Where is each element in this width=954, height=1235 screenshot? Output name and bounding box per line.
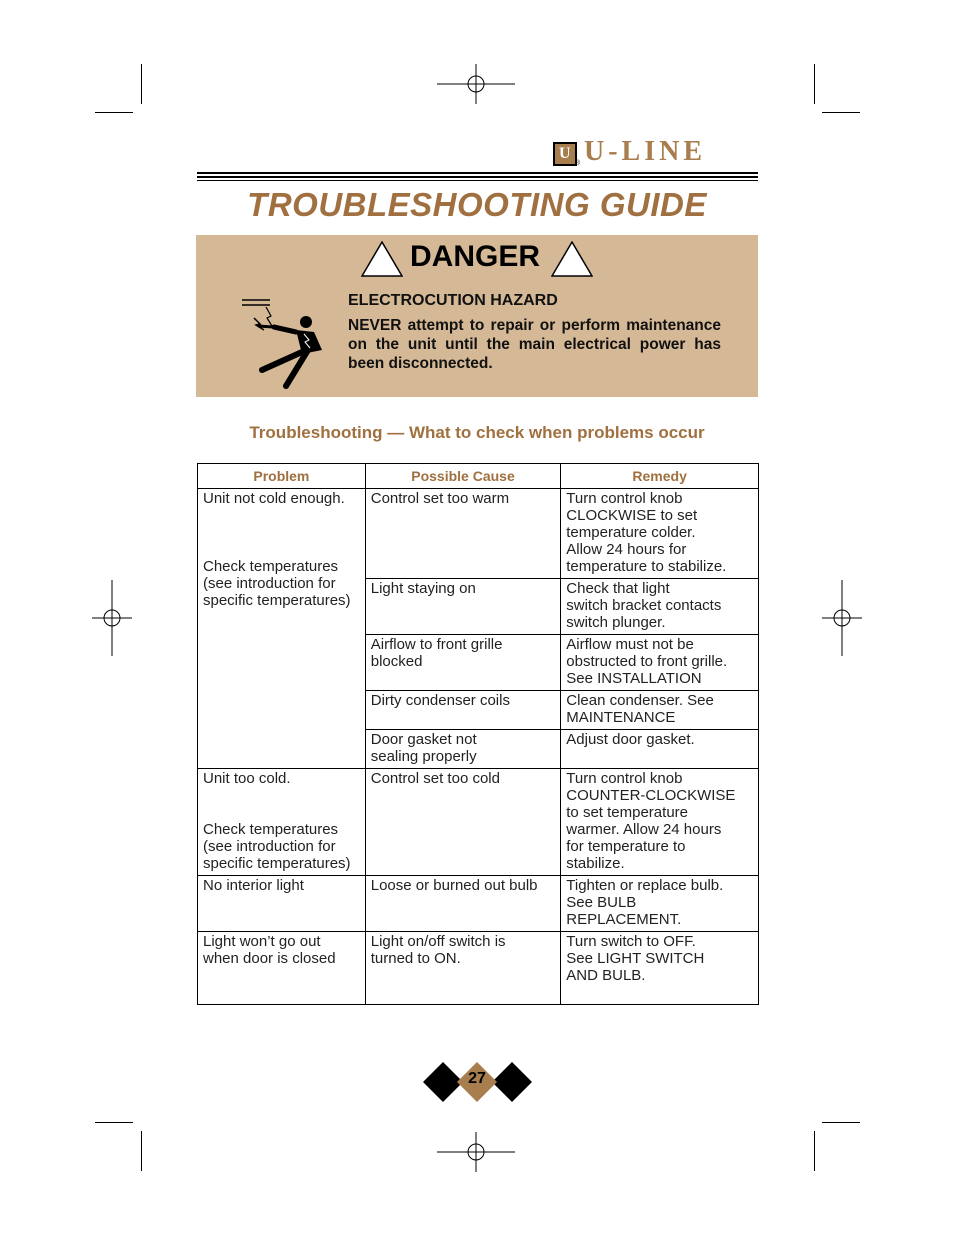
problem-cell xyxy=(198,932,366,1005)
cell-line: Airflow to front grille xyxy=(370,636,503,653)
hazard-text: NEVER attempt to repair or perform maintenance on the unit until the main electrical power has been disconnected. xyxy=(348,317,721,372)
page-title: TROUBLESHOOTING GUIDE xyxy=(247,186,707,223)
cell-line: stabilize. xyxy=(566,855,625,872)
table-row xyxy=(198,876,759,932)
crop-mark xyxy=(822,1122,860,1123)
column-header-cause: Possible Cause xyxy=(365,464,561,489)
cause-cell xyxy=(365,876,561,932)
registration-target-icon xyxy=(437,64,515,104)
remedy-cell xyxy=(561,769,759,876)
cause-cell xyxy=(365,489,561,579)
cell-line: Turn control knob xyxy=(566,490,683,507)
remedy-cell xyxy=(561,579,759,635)
header-rule xyxy=(197,180,758,181)
column-header-remedy: Remedy xyxy=(561,464,759,489)
brand-logo-mark: U xyxy=(553,142,577,166)
cause-cell xyxy=(365,579,561,635)
electrocution-hazard-icon xyxy=(238,294,338,390)
column-header-problem: Problem xyxy=(198,464,366,489)
remedy-cell xyxy=(561,635,759,691)
cell-line: warmer. Allow 24 hours xyxy=(566,821,722,838)
cell-line: specific temperatures) xyxy=(203,592,351,609)
problem-cell xyxy=(198,876,366,932)
cell-line: Clean condenser. See xyxy=(566,692,714,709)
cause-cell xyxy=(365,932,561,1005)
remedy-cell xyxy=(561,932,759,1005)
crop-mark xyxy=(814,1131,815,1171)
crop-mark xyxy=(822,112,860,113)
crop-mark xyxy=(141,64,142,104)
cell-line: switch bracket contacts xyxy=(566,597,722,614)
warning-triangle-icon xyxy=(551,241,593,277)
table-row xyxy=(198,769,759,876)
cell-line: CLOCKWISE to set xyxy=(566,507,698,524)
section-heading: Troubleshooting — What to check when problems occur xyxy=(249,423,705,442)
cell-line: to set temperature xyxy=(566,804,688,821)
cell-line: Check temperatures xyxy=(203,821,339,838)
cell-line: Tighten or replace bulb. xyxy=(566,877,724,894)
cell-line: (see introduction for xyxy=(203,838,336,855)
cell-line xyxy=(203,507,361,524)
table-row xyxy=(198,932,759,1005)
remedy-cell xyxy=(561,730,759,769)
cell-line xyxy=(203,787,361,804)
cell-line: turned to ON. xyxy=(370,950,461,967)
cell-line: Control set too warm xyxy=(370,490,510,507)
cell-line: Loose or burned out bulb xyxy=(370,877,538,894)
cell-line: sealing properly xyxy=(370,748,477,765)
crop-mark xyxy=(814,64,815,104)
cell-line: Unit not cold enough. xyxy=(203,490,345,507)
cause-cell xyxy=(365,769,561,876)
crop-mark xyxy=(141,1131,142,1171)
cell-line: Dirty condenser coils xyxy=(370,692,510,709)
crop-mark xyxy=(95,112,133,113)
page-number: 27 xyxy=(468,1070,486,1087)
cell-line: Turn control knob xyxy=(566,770,683,787)
cause-cell xyxy=(365,730,561,769)
cell-line: Unit too cold. xyxy=(203,770,291,787)
crop-mark xyxy=(95,1122,133,1123)
cell-line: MAINTENANCE xyxy=(566,709,676,726)
cell-line: Allow 24 hours for xyxy=(566,541,687,558)
problem-cell xyxy=(198,489,366,769)
remedy-cell xyxy=(561,489,759,579)
warning-triangle-icon xyxy=(361,241,403,277)
cell-line: obstructed to front grille. xyxy=(566,653,728,670)
registration-target-icon xyxy=(437,1132,515,1172)
cell-line: Light won’t go out xyxy=(203,933,321,950)
problem-cell xyxy=(198,769,366,876)
cell-line: when door is closed xyxy=(203,950,336,967)
registered-mark: ® xyxy=(575,160,581,167)
cell-line: specific temperatures) xyxy=(203,855,351,872)
remedy-cell xyxy=(561,876,759,932)
brand-name: U-LINE xyxy=(584,136,707,167)
cell-line: Light on/off switch is xyxy=(370,933,506,950)
cell-line xyxy=(203,524,361,541)
header-rule xyxy=(197,176,758,178)
cell-line: temperature to stabilize. xyxy=(566,558,727,575)
cause-cell xyxy=(365,691,561,730)
cell-line: for temperature to xyxy=(566,838,686,855)
cell-line: No interior light xyxy=(203,877,304,894)
cell-line: COUNTER-CLOCKWISE xyxy=(566,787,736,804)
cell-line: Check temperatures xyxy=(203,558,339,575)
registration-target-icon xyxy=(822,580,862,656)
cell-line: See LIGHT SWITCH xyxy=(566,950,705,967)
cell-line: See BULB REPLACEMENT. xyxy=(566,894,682,928)
cell-line: temperature colder. xyxy=(566,524,696,541)
cell-line: switch plunger. xyxy=(566,614,666,631)
cell-line: blocked xyxy=(370,653,423,670)
cell-line xyxy=(203,541,361,558)
cell-line: See INSTALLATION xyxy=(566,670,702,687)
danger-label: DANGER xyxy=(410,240,541,273)
cell-line: Door gasket not xyxy=(370,731,477,748)
header-rule xyxy=(197,172,758,174)
troubleshooting-table xyxy=(197,463,759,1005)
cell-line: Control set too cold xyxy=(370,770,500,787)
hazard-title: ELECTROCUTION HAZARD xyxy=(348,292,558,309)
cell-line: Light staying on xyxy=(370,580,476,597)
cell-line: Turn switch to OFF. xyxy=(566,933,696,950)
cell-line: Airflow must not be xyxy=(566,636,694,653)
table-row xyxy=(198,489,759,579)
cell-line: AND BULB. xyxy=(566,967,646,984)
cell-line xyxy=(203,804,361,821)
cause-cell xyxy=(365,635,561,691)
cell-line: (see introduction for xyxy=(203,575,336,592)
cell-line: Check that light xyxy=(566,580,670,597)
cell-line: Adjust door gasket. xyxy=(566,731,695,748)
remedy-cell xyxy=(561,691,759,730)
registration-target-icon xyxy=(92,580,132,656)
table-header-row xyxy=(198,464,759,489)
